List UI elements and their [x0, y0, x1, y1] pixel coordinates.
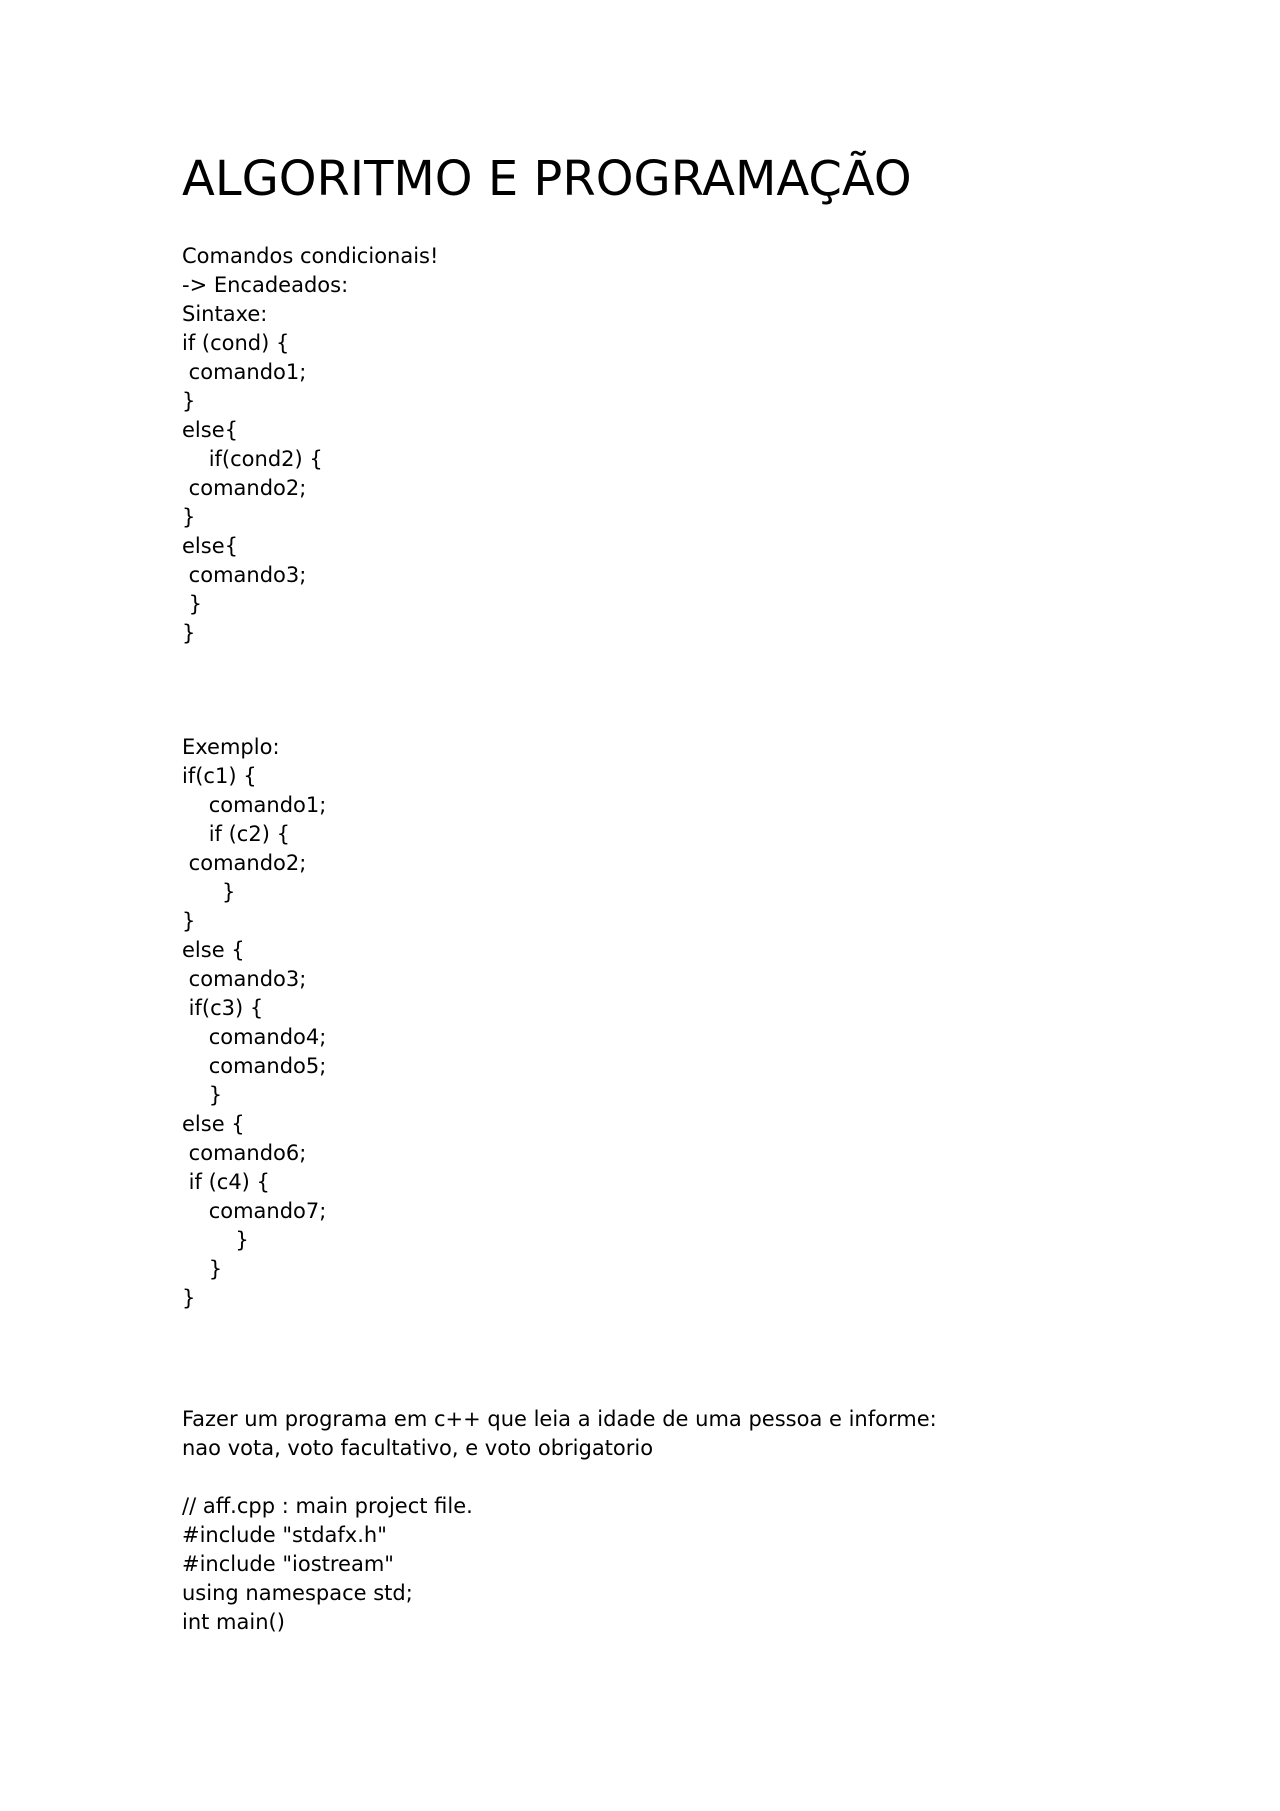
- code-line: if(c1) {: [182, 764, 257, 788]
- exercise-section: [182, 1405, 937, 1463]
- code-section: [182, 1492, 473, 1637]
- code-line: comando2;: [182, 476, 307, 500]
- code-line: }: [182, 909, 196, 933]
- code-line: comando2;: [182, 851, 307, 875]
- example-section: [182, 733, 326, 1313]
- code-line: if (c4) {: [182, 1170, 270, 1194]
- code-line: else{: [182, 418, 238, 442]
- code-line: }: [182, 1228, 249, 1252]
- text-line: Comandos condicionais!: [182, 244, 439, 268]
- text-line: -> Encadeados:: [182, 273, 349, 297]
- code-line: if(c3) {: [182, 996, 264, 1020]
- code-line: else {: [182, 938, 245, 962]
- code-line: }: [182, 1083, 223, 1107]
- code-line: else{: [182, 534, 238, 558]
- code-line: }: [182, 389, 196, 413]
- page-title: ALGORITMO E PROGRAMAÇÃO: [182, 151, 912, 207]
- code-line: using namespace std;: [182, 1581, 413, 1605]
- code-line: }: [182, 1286, 196, 1310]
- code-line: int main(): [182, 1610, 285, 1634]
- syntax-section: [182, 242, 438, 648]
- code-line: if (c2) {: [182, 822, 290, 846]
- text-line: nao vota, voto facultativo, e voto obrigatorio: [182, 1436, 654, 1460]
- code-line: comando1;: [182, 793, 327, 817]
- text-line: Fazer um programa em c++ que leia a idade de uma pessoa e informe:: [182, 1407, 937, 1431]
- code-line: comando1;: [182, 360, 307, 384]
- code-line: #include "stdafx.h": [182, 1523, 387, 1547]
- code-line: if(cond2) {: [182, 447, 323, 471]
- code-line: if (cond) {: [182, 331, 290, 355]
- code-line: comando3;: [182, 563, 307, 587]
- code-line: }: [182, 880, 236, 904]
- code-line: // aff.cpp : main project file.: [182, 1494, 473, 1518]
- code-line: comando3;: [182, 967, 307, 991]
- code-line: comando4;: [182, 1025, 327, 1049]
- text-line: Exemplo:: [182, 735, 280, 759]
- code-line: }: [182, 1257, 223, 1281]
- text-line: Sintaxe:: [182, 302, 268, 326]
- code-line: }: [182, 621, 196, 645]
- code-line: else {: [182, 1112, 245, 1136]
- code-line: #include "iostream": [182, 1552, 394, 1576]
- code-line: comando6;: [182, 1141, 307, 1165]
- code-line: }: [182, 592, 203, 616]
- code-line: comando7;: [182, 1199, 327, 1223]
- code-line: }: [182, 505, 196, 529]
- code-line: comando5;: [182, 1054, 327, 1078]
